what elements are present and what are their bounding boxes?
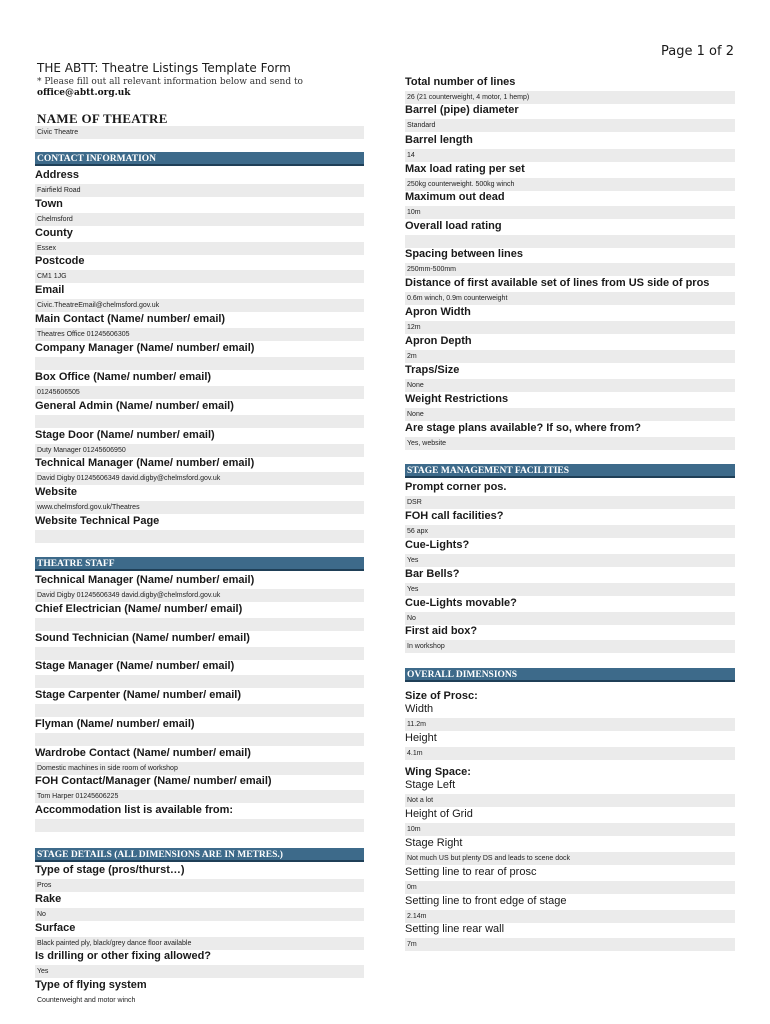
field-flying-system	[35, 979, 364, 1007]
field-input[interactable]: David Digby 01245606349 david.digby@chelmsford.gov.uk	[35, 472, 364, 485]
field-label: County	[35, 227, 73, 239]
field-label: Cue-Lights movable?	[405, 597, 517, 609]
field-input[interactable]: Yes, website	[405, 437, 735, 450]
field-stage-carpenter	[35, 689, 364, 717]
field-label: Wardrobe Contact (Name/ number/ email)	[35, 747, 251, 759]
field-label: Rake	[35, 893, 62, 905]
field-label: Stage Manager (Name/ number/ email)	[35, 660, 235, 672]
field-rear-prosc	[405, 866, 735, 894]
field-input[interactable]: Pros	[35, 879, 364, 892]
field-label: Are stage plans available? If so, where from?	[405, 422, 641, 434]
field-postcode	[35, 255, 364, 283]
field-wardrobe-contact	[35, 747, 364, 775]
stage-management-header: STAGE MANAGEMENT FACILITIES	[405, 464, 735, 478]
field-label: Postcode	[35, 255, 85, 267]
field-input[interactable]: Fairfield Road	[35, 184, 364, 197]
field-label: Maximum out dead	[405, 191, 505, 203]
field-label: Barrel (pipe) diameter	[405, 104, 519, 116]
field-company-manager	[35, 342, 364, 370]
field-input[interactable]: 250kg counterweight. 500kg winch	[405, 178, 735, 191]
page-number: Page 1 of 2	[661, 44, 734, 59]
field-main-contact	[35, 313, 364, 341]
field-sublabel: Setting line to front edge of stage	[405, 895, 567, 907]
field-label: Address	[35, 169, 80, 181]
field-label: Cue-Lights?	[405, 539, 470, 551]
field-stage-door	[35, 429, 364, 457]
field-label: Spacing between lines	[405, 248, 523, 260]
field-input[interactable]	[35, 357, 364, 370]
field-input[interactable]: 01245606505	[35, 386, 364, 399]
field-label: Type of flying system	[35, 979, 147, 991]
field-input[interactable]: Not much US but plenty DS and leads to scene dock	[405, 852, 735, 865]
field-apron-depth	[405, 335, 735, 363]
field-input[interactable]: www.chelmsford.gov.uk/Theatres	[35, 501, 364, 514]
field-label: Email	[35, 284, 65, 296]
field-input[interactable]	[35, 647, 364, 660]
field-max-out-dead	[405, 191, 735, 219]
field-stage-plans	[405, 422, 735, 450]
field-stage-manager	[35, 660, 364, 688]
field-flyman	[35, 718, 364, 746]
field-input[interactable]: Black painted ply, black/grey dance floor available	[35, 937, 364, 950]
field-input[interactable]	[35, 733, 364, 746]
field-label: Town	[35, 198, 63, 210]
field-label: Apron Width	[405, 306, 471, 318]
field-sublabel: Height of Grid	[405, 808, 473, 820]
document-title: THE ABTT: Theatre Listings Template Form	[37, 61, 291, 75]
field-input[interactable]	[35, 704, 364, 717]
field-input[interactable]: None	[405, 408, 735, 421]
field-input[interactable]: CM1 1JG	[35, 270, 364, 283]
field-label: Max load rating per set	[405, 163, 525, 175]
field-staff-technical-manager	[35, 574, 364, 602]
field-label: Overall load rating	[405, 220, 502, 232]
field-label: Barrel length	[405, 134, 473, 146]
field-input[interactable]	[35, 415, 364, 428]
field-input[interactable]: 14	[405, 149, 735, 162]
field-label: Total number of lines	[405, 76, 516, 88]
field-input[interactable]: In workshop	[405, 640, 735, 653]
note-text: * Please fill out all relevant information below and send to	[37, 77, 303, 87]
field-apron-width	[405, 306, 735, 334]
note-email: office@abtt.org.uk	[37, 88, 131, 98]
field-input[interactable]: 56 apx	[405, 525, 735, 538]
field-input[interactable]	[35, 819, 364, 832]
field-input[interactable]: 12m	[405, 321, 735, 334]
overall-dimensions-header: OVERALL DIMENSIONS	[405, 668, 735, 682]
field-input[interactable]: Counterweight and motor winch	[35, 994, 364, 1007]
field-label: Accommodation list is available from:	[35, 804, 234, 816]
field-label: Main Contact (Name/ number/ email)	[35, 313, 226, 325]
field-input[interactable]: Theatres Office 01245606305	[35, 328, 364, 341]
field-stage-right	[405, 837, 735, 865]
field-spacing-lines	[405, 248, 735, 276]
theatre-name-field	[35, 126, 364, 139]
field-grid-height	[405, 808, 735, 836]
field-barrel-diameter	[405, 104, 735, 132]
field-label: Website Technical Page	[35, 515, 160, 527]
field-input[interactable]: Not a lot	[405, 794, 735, 807]
field-input[interactable]: Yes	[35, 965, 364, 978]
field-input[interactable]: Standard	[405, 119, 735, 132]
field-label: Apron Depth	[405, 335, 472, 347]
field-bar-bells	[405, 568, 735, 596]
field-label: Company Manager (Name/ number/ email)	[35, 342, 255, 354]
field-input[interactable]: 10m	[405, 206, 735, 219]
field-label: Flyman (Name/ number/ email)	[35, 718, 195, 730]
field-input[interactable]: None	[405, 379, 735, 392]
field-sublabel: Width	[405, 703, 434, 715]
field-input[interactable]: Tom Harper 01245606225	[35, 790, 364, 803]
field-label: Bar Bells?	[405, 568, 460, 580]
field-label: Website	[35, 486, 77, 498]
field-input[interactable]: Civic.TheatreEmail@chelmsford.gov.uk	[35, 299, 364, 312]
field-label: Stage Door (Name/ number/ email)	[35, 429, 215, 441]
name-of-theatre-heading: NAME OF THEATRE	[37, 111, 168, 126]
field-input[interactable]	[35, 530, 364, 543]
field-label: Chief Electrician (Name/ number/ email)	[35, 603, 243, 615]
field-input[interactable]: No	[35, 908, 364, 921]
field-first-aid-box	[405, 625, 735, 653]
field-input[interactable]: DSR	[405, 496, 735, 509]
field-label: Distance of first available set of lines from US side of pros	[405, 277, 710, 289]
field-label: FOH call facilities?	[405, 510, 504, 522]
field-type-of-stage	[35, 864, 364, 892]
field-label: General Admin (Name/ number/ email)	[35, 400, 234, 412]
field-surface	[35, 922, 364, 950]
theatre-staff-header: THEATRE STAFF	[35, 557, 364, 571]
field-foh-contact	[35, 775, 364, 803]
field-label: Prompt corner pos.	[405, 481, 507, 493]
field-overall-load	[405, 220, 735, 248]
field-input[interactable]: Yes	[405, 554, 735, 567]
theatre-name-input[interactable]: Civic Theatre	[35, 126, 364, 139]
field-sound-technician	[35, 632, 364, 660]
field-website	[35, 486, 364, 514]
field-front-stage	[405, 895, 735, 923]
field-town	[35, 198, 364, 226]
field-box-office	[35, 371, 364, 399]
field-prosc-size	[405, 690, 735, 731]
stage-details-header: STAGE DETAILS (ALL DIMENSIONS ARE IN METRES.)	[35, 848, 364, 862]
field-label: Stage Carpenter (Name/ number/ email)	[35, 689, 242, 701]
field-county	[35, 227, 364, 255]
field-first-set-distance	[405, 277, 735, 305]
field-input[interactable]: No	[405, 612, 735, 625]
field-chief-electrician	[35, 603, 364, 631]
field-input[interactable]: Yes	[405, 583, 735, 596]
field-cue-lights-movable	[405, 597, 735, 625]
field-drilling	[35, 950, 364, 978]
field-input[interactable]: Chelmsford	[35, 213, 364, 226]
field-accommodation	[35, 804, 364, 832]
field-label: First aid box?	[405, 625, 478, 637]
field-total-lines	[405, 76, 735, 104]
field-website-technical-page	[35, 515, 364, 543]
field-prompt-corner	[405, 481, 735, 509]
field-input[interactable]: 4.1m	[405, 747, 735, 760]
field-sublabel: Setting line to rear of prosc	[405, 866, 537, 878]
field-label: Type of stage (pros/thurst…)	[35, 864, 185, 876]
field-rear-wall	[405, 923, 735, 951]
field-sublabel: Setting line rear wall	[405, 923, 505, 935]
field-input[interactable]	[35, 675, 364, 688]
field-input[interactable]: 26 (21 counterweight, 4 motor, 1 hemp)	[405, 91, 735, 104]
field-weight-restrictions	[405, 393, 735, 421]
field-input[interactable]: 2m	[405, 350, 735, 363]
field-input[interactable]: Domestic machines in side room of workshop	[35, 762, 364, 775]
contact-information-header: CONTACT INFORMATION	[35, 152, 364, 166]
field-label: Surface	[35, 922, 76, 934]
field-traps-size	[405, 364, 735, 392]
field-technical-manager	[35, 457, 364, 485]
field-sublabel: Stage Left	[405, 779, 456, 791]
field-input[interactable]: Duty Manager 01245606950	[35, 444, 364, 457]
field-label: Traps/Size	[405, 364, 460, 376]
field-input[interactable]: 7m	[405, 938, 735, 951]
field-sublabel: Stage Right	[405, 837, 463, 849]
field-label: FOH Contact/Manager (Name/ number/ email)	[35, 775, 272, 787]
field-wing-space	[405, 766, 735, 807]
field-label: Weight Restrictions	[405, 393, 509, 405]
field-label: Technical Manager (Name/ number/ email)	[35, 574, 255, 586]
field-foh-call	[405, 510, 735, 538]
field-input[interactable]: 0.6m winch, 0.9m counterweight	[405, 292, 735, 305]
field-cue-lights	[405, 539, 735, 567]
field-label: Size of Prosc:	[405, 690, 478, 702]
field-rake	[35, 893, 364, 921]
field-input[interactable]: 10m	[405, 823, 735, 836]
field-input[interactable]: David Digby 01245606349 david.digby@chelmsford.gov.uk	[35, 589, 364, 602]
field-input[interactable]	[405, 235, 735, 248]
field-input[interactable]	[35, 618, 364, 631]
field-input[interactable]: 11.2m	[405, 718, 735, 731]
field-label: Technical Manager (Name/ number/ email)	[35, 457, 255, 469]
field-label: Box Office (Name/ number/ email)	[35, 371, 212, 383]
field-input[interactable]: 2.14m	[405, 910, 735, 923]
field-email	[35, 284, 364, 312]
field-general-admin	[35, 400, 364, 428]
field-label: Sound Technician (Name/ number/ email)	[35, 632, 250, 644]
field-input[interactable]: 250mm-500mm	[405, 263, 735, 276]
field-address	[35, 169, 364, 197]
field-sublabel: Height	[405, 732, 437, 744]
field-max-load	[405, 163, 735, 191]
instruction-note	[37, 77, 303, 99]
field-input[interactable]: Essex	[35, 242, 364, 255]
field-prosc-height	[405, 732, 735, 760]
field-label: Is drilling or other fixing allowed?	[35, 950, 212, 962]
field-input[interactable]: 0m	[405, 881, 735, 894]
field-barrel-length	[405, 134, 735, 162]
field-label: Wing Space:	[405, 766, 471, 778]
